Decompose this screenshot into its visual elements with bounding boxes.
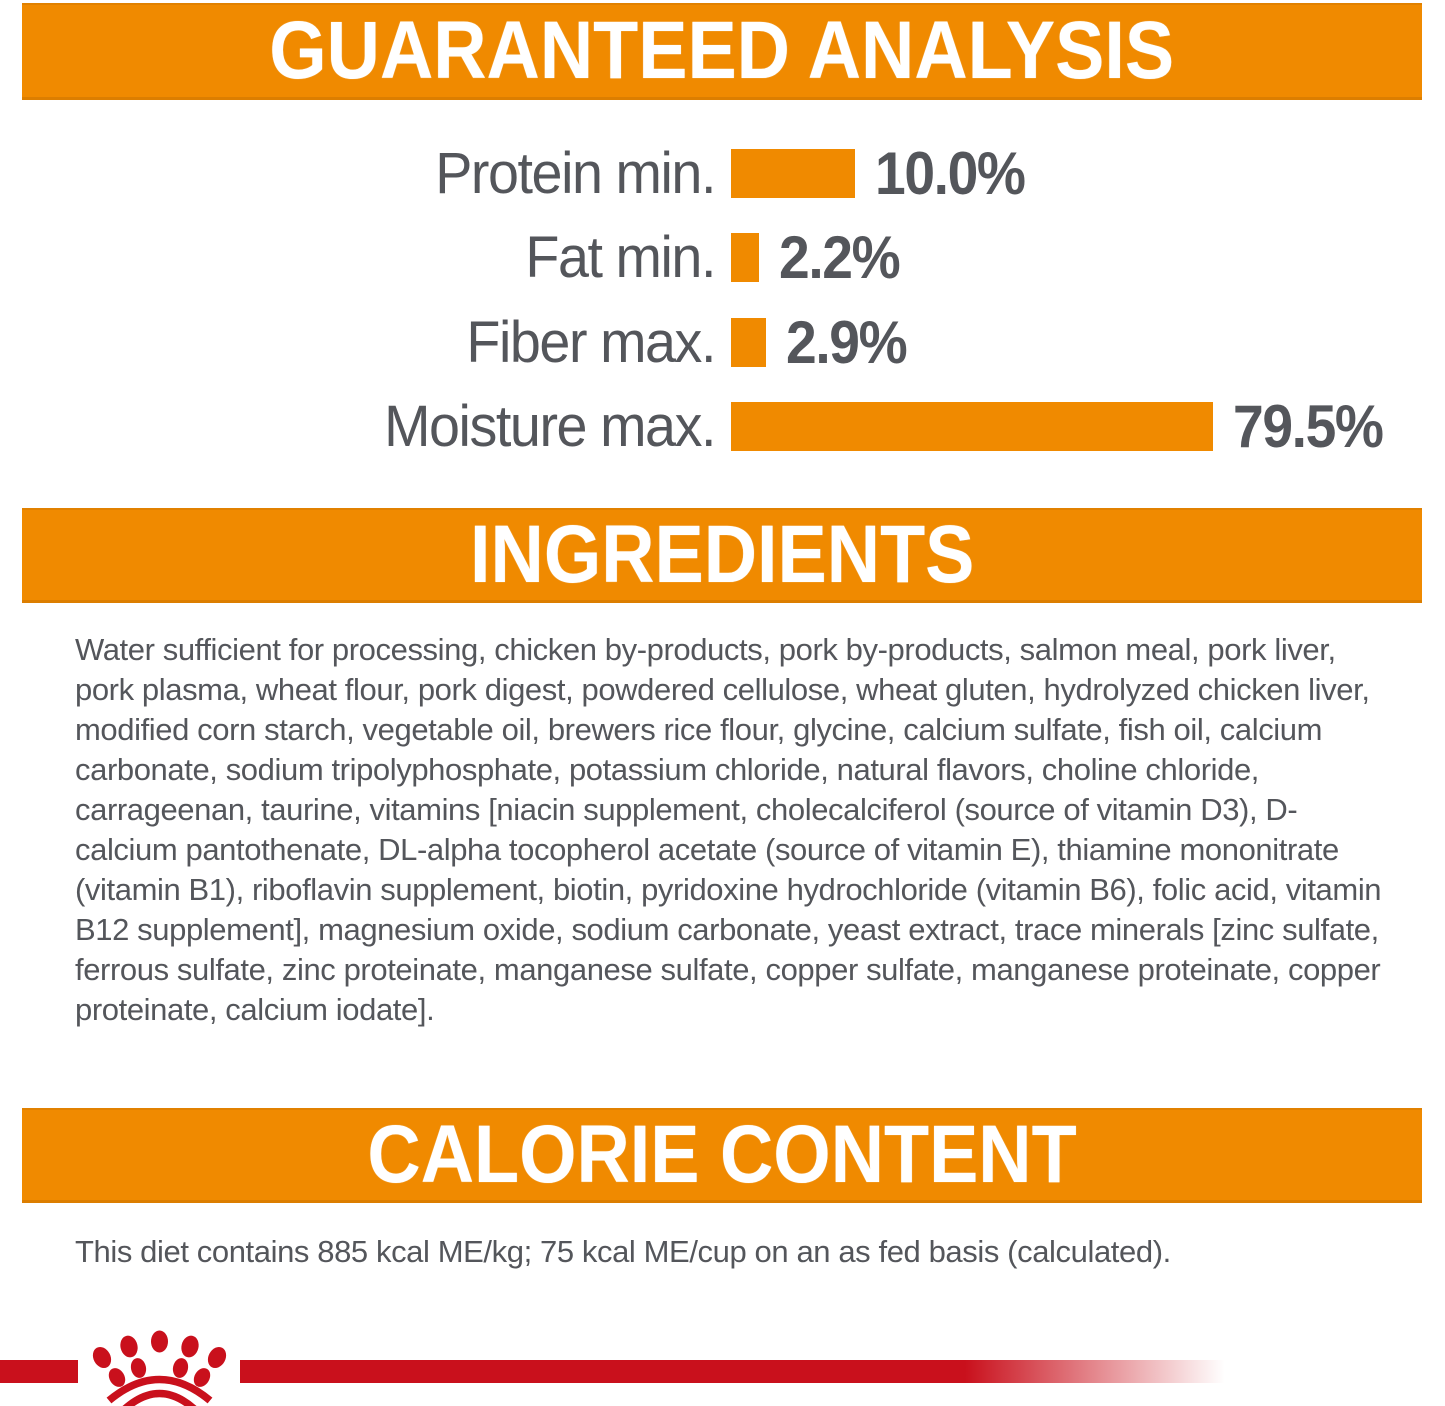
ga-bar-protein <box>731 149 855 198</box>
ga-value-protein: 10.0% <box>875 140 1025 207</box>
calorie-content-title: CALORIE CONTENT <box>367 1109 1077 1200</box>
ga-bar-moisture <box>731 402 1213 451</box>
calorie-content-text: This diet contains 885 kcal ME/kg; 75 kcal ME/cup on an as fed basis (calculated). <box>75 1234 1171 1269</box>
ga-row-moisture <box>0 393 1445 460</box>
ga-row-fiber <box>0 309 1445 376</box>
ingredients-title: INGREDIENTS <box>469 509 975 600</box>
ingredients-banner <box>22 508 1422 603</box>
ga-value-moisture: 79.5% <box>1233 393 1383 460</box>
ga-value-fiber: 2.9% <box>786 309 907 376</box>
ga-bar-fiber <box>731 318 766 367</box>
ga-label-moisture: Moisture max. <box>384 394 715 459</box>
ga-label-protein: Protein min. <box>435 141 715 206</box>
ga-row-fat <box>0 224 1445 291</box>
ga-label-fiber: Fiber max. <box>466 310 715 375</box>
ga-bar-fat <box>731 233 759 282</box>
ga-label-fat: Fat min. <box>525 225 715 290</box>
calorie-content-banner <box>22 1108 1422 1203</box>
guaranteed-analysis-title: GUARANTEED ANALYSIS <box>269 5 1175 96</box>
ingredients-text: Water sufficient for processing, chicken by-products, pork by-products, salmon meal, pork liver, pork plasma, wheat flour, pork digest, powdered cellulose, wheat gluten, hydrolyzed chicken liver, modified corn starch, vegetable oil, brewers rice flour, glycine, calcium sulfate, fish oil, calcium carbonate, sodium tripolyphosphate, potassium chloride, natural flavors, choline chloride, carrageenan, taurine, vitamins [niacin supplement, cholecalciferol (source of vitamin D3), D-calcium pantothenate, DL-alpha tocopherol acetate (source of vitamin E), thiamine mononitrate (vitamin B1), riboflavin supplement, biotin, pyridoxine hydrochloride (vitamin B6), folic acid, vitamin B12 supplement], magnesium oxide, sodium carbonate, yeast extract, trace minerals [zinc sulfate, ferrous sulfate, zinc proteinate, manganese sulfate, copper sulfate, manganese proteinate, copper proteinate, calcium iodate]. <box>75 632 1382 1027</box>
ga-row-protein <box>0 140 1445 207</box>
ga-value-fat: 2.2% <box>779 224 900 291</box>
royal-canin-crown-logo <box>85 1325 235 1406</box>
guaranteed-analysis-banner <box>22 3 1422 100</box>
